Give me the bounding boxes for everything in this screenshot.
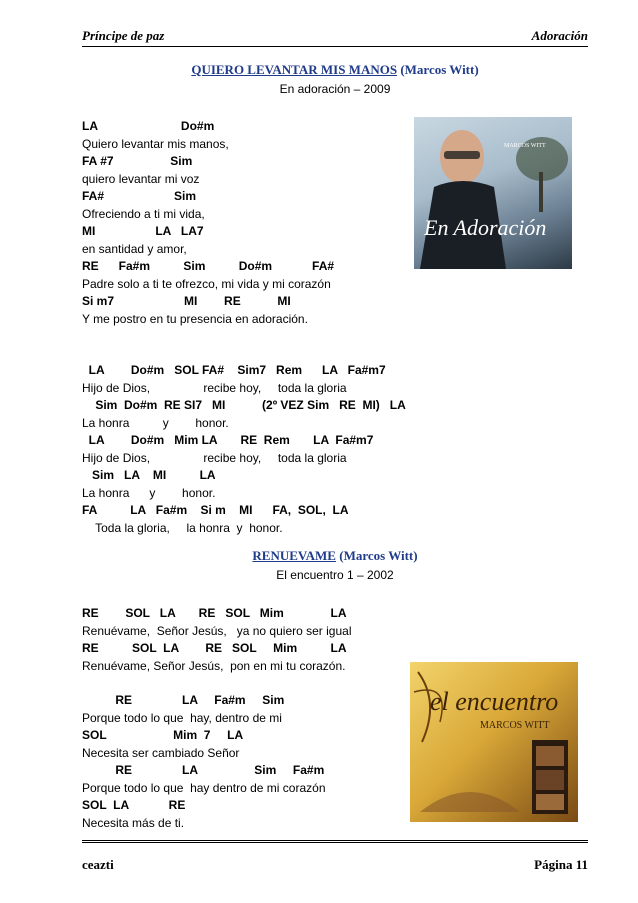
chord-line: Sim Do#m RE SI7 MI (2º VEZ Sim RE MI) LA	[82, 398, 406, 412]
cover2-artist: MARCOS WITT	[480, 720, 550, 731]
lyric-line: Ofreciendo a ti mi vida,	[82, 207, 205, 221]
footer-right: Página 11	[534, 857, 588, 872]
chord-line: RE LA Fa#m Sim	[82, 693, 285, 707]
chord-line: RE LA Sim Fa#m	[82, 763, 325, 777]
song1-album: En adoración – 2009	[279, 82, 391, 96]
song2-name: RENUEVAME	[252, 548, 336, 563]
chord-line: LA Do#m Mim LA RE Rem LA Fa#m7	[82, 433, 374, 447]
cover1-artist: MARCOS WITT	[504, 143, 546, 149]
cover2-art	[410, 662, 578, 822]
lyric-line: Renuévame, Señor Jesús, ya no quiero ser igual	[82, 624, 352, 638]
lyric-line: quiero levantar mi voz	[82, 172, 200, 186]
lyric-line: La honra y honor.	[82, 486, 216, 500]
lyric-line: Necesita más de ti.	[82, 816, 185, 830]
lyric-line: Hijo de Dios, recibe hoy, toda la gloria	[82, 381, 347, 395]
cover1-art	[414, 117, 572, 269]
chord-line: SOL LA RE	[82, 798, 186, 812]
chord-line: FA LA Fa#m Si m MI FA, SOL, LA	[82, 503, 349, 517]
lyric-line: Toda la gloria, la honra y honor.	[82, 521, 283, 535]
song2-artist: (Marcos Witt)	[339, 548, 418, 563]
chord-line: RE Fa#m Sim Do#m FA#	[82, 259, 335, 273]
chord-line: MI LA LA7	[82, 224, 204, 238]
chord-line: RE SOL LA RE SOL Mim LA	[82, 606, 347, 620]
lyric-line: en santidad y amor,	[82, 242, 187, 256]
chord-line: FA# Sim	[82, 189, 197, 203]
chord-line: LA Do#m SOL FA# Sim7 Rem LA Fa#m7	[82, 363, 386, 377]
footer-left: ceazti	[82, 857, 114, 872]
song1-artist: (Marcos Witt)	[400, 62, 479, 77]
header-right: Adoración	[531, 28, 588, 43]
album-cover-en-adoracion	[414, 117, 572, 269]
page-footer	[82, 840, 588, 872]
cover2-title: el encuentro	[430, 687, 559, 716]
chord-line: RE SOL LA RE SOL Mim LA	[82, 641, 347, 655]
song1-title	[82, 62, 588, 78]
lyric-line: Y me postro en tu presencia en adoración.	[82, 312, 308, 326]
page-header	[82, 28, 588, 47]
lyric-line: Porque todo lo que hay, dentro de mi	[82, 711, 282, 725]
album-cover-el-encuentro	[410, 662, 578, 822]
chord-line: LA Do#m	[82, 119, 215, 133]
song2-album: El encuentro 1 – 2002	[276, 568, 394, 582]
lyric-line: La honra y honor.	[82, 416, 229, 430]
chord-line: SOL Mim 7 LA	[82, 728, 244, 742]
lyric-line: Necesita ser cambiado Señor	[82, 746, 240, 760]
song2-title	[82, 548, 588, 564]
lyric-line: Renuévame, Señor Jesús, pon en mi tu corazón.	[82, 659, 346, 673]
lyric-line: Hijo de Dios, recibe hoy, toda la gloria	[82, 451, 347, 465]
chord-line: Si m7 MI RE MI	[82, 294, 291, 308]
lyric-line: Padre solo a ti te ofrezco, mi vida y mi corazón	[82, 277, 331, 291]
header-left: Príncipe de paz	[82, 28, 165, 43]
chord-line: FA #7 Sim	[82, 154, 193, 168]
song1-name: QUIERO LEVANTAR MIS MANOS	[191, 62, 398, 77]
cover1-title: En Adoración	[424, 215, 547, 240]
chord-line: Sim LA MI LA	[82, 468, 216, 482]
lyric-line: Porque todo lo que hay dentro de mi corazón	[82, 781, 326, 795]
lyric-line: Quiero levantar mis manos,	[82, 137, 229, 151]
